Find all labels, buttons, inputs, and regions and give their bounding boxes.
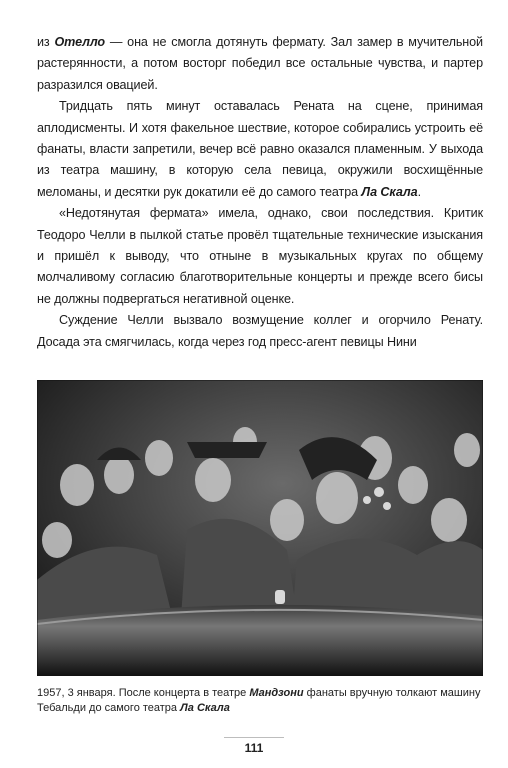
archival-photo [37, 380, 483, 676]
text-run: Тридцать пять минут оставалась Рената на сцене, принимая аплодисменты. И хотя факельное шествие, которое собирались устроить её фанаты, власти запретили, вечер всё равно оказался пламенным. У выхода из театра машину, в которую села певица, окружили восхищённые меломаны, и десятки рук докатили её до самого театра [37, 99, 483, 199]
text-run: фанаты вручную толкают машину Тебальди до самого театра [37, 687, 481, 714]
emphasis-title: Мандзони [249, 687, 304, 699]
text-run: из [37, 35, 55, 49]
paragraph [37, 96, 483, 203]
text-run: Суждение Челли вызвало возмущение коллег и огорчило Ренату. Досада эта смягчилась, когда через год пресс-агент певицы Нини [37, 313, 483, 349]
footer-rule [224, 737, 284, 738]
paragraph [37, 310, 483, 353]
text-run: — она не смогла дотянуть фермату. Зал замер в мучительной растерянности, а потом восторг победил все остальные чувства, и партер разразился овацией. [37, 35, 483, 92]
text-run: . [417, 184, 421, 199]
body-text [37, 32, 483, 353]
paragraph [37, 203, 483, 310]
emphasis-title: Ла Скала [180, 702, 230, 714]
emphasis-title: Ла Скала [361, 184, 418, 199]
emphasis-title: Отелло [54, 35, 106, 49]
text-run: «Недотянутая фермата» имела, однако, свои последствия. Критик Теодоро Челли в пылкой статье провёл тщательные технические изыскания и пришёл к выводу, что отныне в музыкальных кругах по общему молчаливому согласию благотворительные концерты и прежде всего бисы не должны подвергаться негативной оценке. [37, 206, 483, 306]
page-number: 111 [244, 741, 264, 755]
paragraph [37, 32, 483, 96]
crowd-photo-illustration [37, 380, 483, 676]
photo-caption [37, 686, 483, 716]
text-run: 1957, 3 января. После концерта в театре [37, 687, 250, 699]
